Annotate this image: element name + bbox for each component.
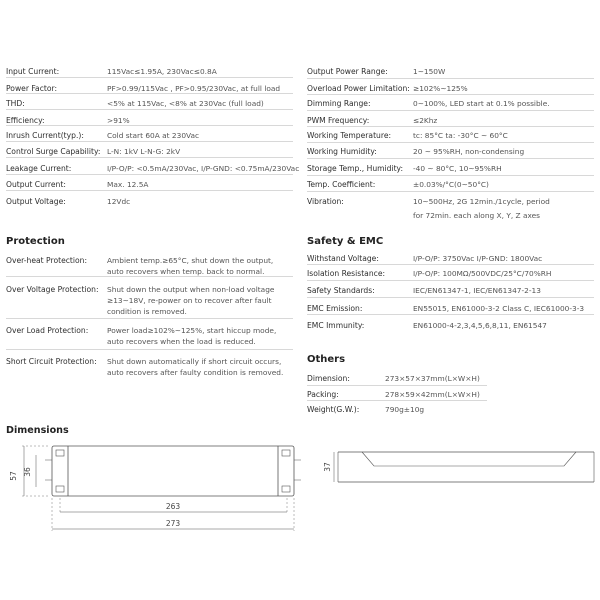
protection-detail: Shut down automatically if short circuit occurs,	[107, 357, 282, 366]
others-value: 278×59×42mm(L×W×H)	[385, 390, 480, 399]
spec-label: Temp. Coefficient:	[307, 180, 376, 189]
protection-label: Short Circuit Protection:	[6, 357, 97, 366]
safety-value: IEC/EN61347-1, IEC/EN61347-2-13	[413, 286, 541, 295]
spec-label: Control Surge Capability:	[6, 147, 101, 156]
safety-value: EN61000-4-2,3,4,5,6,8,11, EN61547	[413, 321, 547, 330]
protection-label: Over Voltage Protection:	[6, 285, 99, 294]
spec-label: Output Current:	[6, 180, 66, 189]
protection-detail: ≥13~18V, re-power on to recover after fault	[107, 296, 272, 305]
side-view-drawing	[334, 452, 594, 482]
safety-label: Safety Standards:	[307, 286, 375, 295]
safety-value: I/P-O/P: 100MΩ/500VDC/25°C/70%RH	[413, 269, 552, 278]
spec-value: 115Vac≤1.95A, 230Vac≤0.8A	[107, 67, 217, 76]
spec-value: 12Vdc	[107, 197, 131, 206]
others-label: Packing:	[307, 390, 339, 399]
protection-detail: auto recovers after faulty condition is removed.	[107, 368, 284, 377]
dim-273-label: 273	[165, 519, 181, 528]
spec-label: Working Temperature:	[307, 131, 392, 140]
spec-label: Output Power Range:	[307, 67, 388, 76]
safety-value: EN55015, EN61000-3-2 Class C, IEC61000-3-3	[413, 304, 585, 313]
safety-label: Withstand Voltage:	[307, 254, 379, 263]
protection-detail: auto recovers when the load is reduced.	[107, 337, 256, 346]
spec-value: 20 ~ 95%RH, non-condensing	[413, 147, 525, 156]
protection-detail: Shut down the output when non-load voltage	[107, 285, 275, 294]
spec-label: PWM Frequency:	[307, 116, 370, 125]
spec-label: Output Voltage:	[6, 197, 66, 206]
safety-label: EMC Immunity:	[307, 321, 365, 330]
spec-value: L-N: 1kV L-N-G: 2kV	[107, 147, 181, 156]
spec-label: Overload Power Limitation:	[307, 84, 410, 93]
spec-label: THD:	[6, 99, 25, 108]
spec-label: Working Humidity:	[307, 147, 377, 156]
spec-value: -40 ~ 80°C, 10~95%RH	[413, 164, 502, 173]
spec-label: Inrush Current(typ.):	[6, 131, 84, 140]
spec-label: Input Current:	[6, 67, 60, 76]
safety-label: EMC Emission:	[307, 304, 363, 313]
protection-detail: condition is removed.	[107, 307, 187, 316]
spec-label: Leakage Current:	[6, 164, 72, 173]
protection-label: Over Load Protection:	[6, 326, 89, 335]
protection-detail: Ambient temp.≥65°C, shut down the output,	[107, 256, 274, 265]
spec-value: <5% at 115Vac, <8% at 230Vac (full load)	[107, 99, 264, 108]
dim-37-label: 37	[323, 462, 332, 472]
others-value: 790g±10g	[385, 405, 425, 414]
protection-label: Over-heat Protection:	[6, 256, 88, 265]
protection-detail: Power load≥102%~125%, start hiccup mode,	[107, 326, 277, 335]
spec-label: Vibration:	[307, 197, 344, 206]
top-view-drawing	[22, 446, 301, 531]
safety-heading: Safety & EMC	[307, 236, 384, 247]
dim-263-label: 263	[165, 502, 181, 511]
dim-57-label: 57	[9, 471, 18, 481]
spec-value: 10~500Hz, 2G 12min./1cycle, period	[413, 197, 550, 206]
spec-value: tc: 85°C ta: -30°C ~ 60°C	[413, 131, 508, 140]
others-value: 273×57×37mm(L×W×H)	[385, 374, 480, 383]
others-heading: Others	[307, 354, 346, 365]
spec-value: ≤2Khz	[413, 116, 438, 125]
spec-value: >91%	[107, 116, 130, 125]
dimensions-heading: Dimensions	[6, 425, 69, 436]
spec-value: ≥102%~125%	[413, 84, 468, 93]
spec-value: 0~100%, LED start at 0.1% possible.	[413, 99, 550, 108]
protection-heading: Protection	[6, 236, 65, 247]
safety-label: Isolation Resistance:	[307, 269, 386, 278]
safety-value: I/P-O/P: 3750Vac I/P-GND: 1800Vac	[413, 254, 543, 263]
spec-value: for 72min. each along X, Y, Z axes	[413, 211, 541, 220]
spec-value: ±0.03%/°C(0~50°C)	[413, 180, 489, 189]
others-label: Weight(G.W.):	[307, 405, 360, 414]
spec-label: Power Factor:	[6, 84, 58, 93]
spec-value: Cold start 60A at 230Vac	[107, 131, 200, 140]
spec-value: I/P-O/P: <0.5mA/230Vac, I/P-GND: <0.75mA/230Vac	[107, 164, 300, 173]
protection-detail: auto recovers when temp. back to normal.	[107, 267, 265, 276]
dim-36-label: 36	[23, 467, 32, 477]
spec-value: 1~150W	[413, 67, 446, 76]
spec-label: Storage Temp., Humidity:	[307, 164, 404, 173]
spec-label: Dimming Range:	[307, 99, 371, 108]
others-label: Dimension:	[307, 374, 350, 383]
spec-value: Max. 12.5A	[107, 180, 149, 189]
spec-value: PF>0.99/115Vac , PF>0.95/230Vac, at full load	[107, 84, 281, 93]
spec-label: Efficiency:	[6, 116, 45, 125]
